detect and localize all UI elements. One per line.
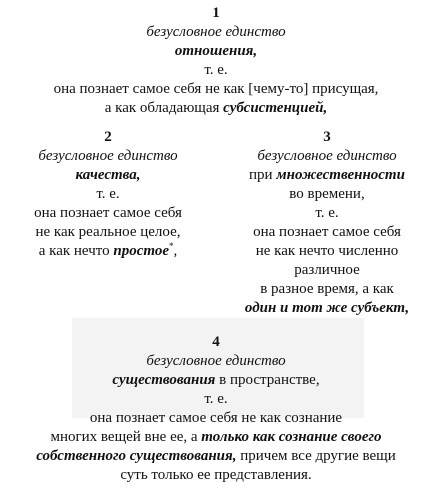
section-3 [232,128,422,318]
footnote-marker: * [169,241,174,251]
section-2 [0,128,216,261]
section-2-line-4: она познает самое себя [34,205,182,221]
section-4-line-2-emphasis: существования [112,372,216,388]
section-1-line-5-emphasis: субсистенцией, [223,100,328,116]
section-4-line-7: суть только ее представления. [120,467,312,483]
section-3-line-2 [232,166,422,185]
section-2-line-2: качества, [75,167,141,183]
section-2-line-6-plain: а как нечто [38,243,114,259]
section-1 [0,4,432,118]
section-4-line-4: она познает самое себя не как сознание [89,410,343,426]
section-2-line-5: не как реальное целое, [35,224,181,240]
section-2-line-6 [0,242,216,261]
section-3-line-8: в разное время, а как [260,281,394,297]
section-4-line-1: безусловное единство [146,353,286,369]
section-3-line-9: один и тот же субъект, [244,300,410,316]
section-4-line-5-emphasis: только как сознание своего [201,429,382,445]
section-1-line-2: отношения, [174,43,258,59]
section-4-line-2-plain: в пространстве, [215,372,320,388]
section-3-line-6: не как нечто численно [255,243,399,259]
section-1-line-1: безусловное единство [146,24,286,40]
section-3-line-5: она познает самое себя [253,224,401,240]
section-3-line-1: безусловное единство [257,148,397,164]
section-4 [0,333,432,485]
section-4-line-6-plain: причем все другие вещи [236,448,396,464]
section-2-line-3: т. е. [96,186,120,202]
section-1-line-5-plain: а как обладающая [104,100,224,116]
section-1-number: 1 [212,5,220,21]
section-2-line-6-emphasis: простое [113,243,170,259]
section-4-line-6 [0,447,432,466]
section-3-line-7: различное [294,262,360,278]
section-1-line-3: т. е. [204,62,228,78]
section-3-line-4: т. е. [315,205,339,221]
section-2-line-6-end: , [173,243,178,259]
section-3-line-2-plain: при [249,167,277,183]
section-4-line-5-plain: многих вещей вне ее, а [50,429,202,445]
section-2-number: 2 [104,129,112,145]
section-3-line-2-emphasis: множественности [276,167,405,183]
section-4-line-6-emphasis: собственного существования, [36,448,237,464]
section-4-line-5 [0,428,432,447]
section-4-line-3: т. е. [204,391,228,407]
section-3-line-3: во времени, [289,186,365,202]
section-1-line-4: она познает самое себя не как [чему-то] присущая, [53,81,379,97]
section-4-number: 4 [212,334,220,350]
section-3-number: 3 [323,129,331,145]
section-1-line-5 [0,99,432,118]
section-4-line-2 [0,371,432,390]
section-2-line-1: безусловное единство [38,148,178,164]
